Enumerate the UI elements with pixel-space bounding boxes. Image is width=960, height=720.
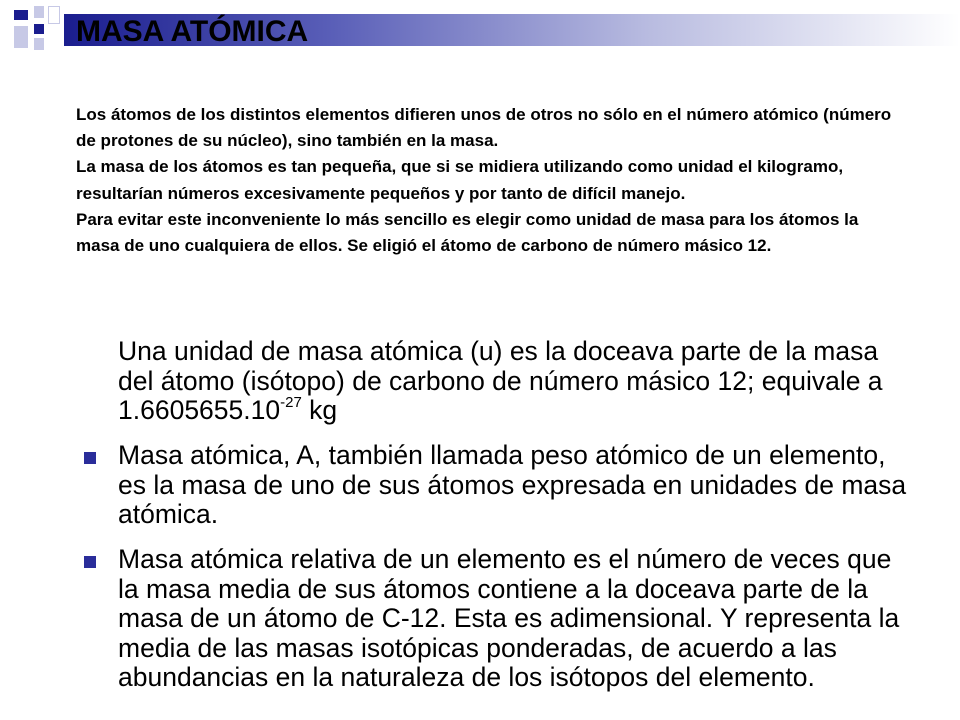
slide-title: MASA ATÓMICA — [76, 15, 309, 48]
exponent: -27 — [280, 394, 302, 411]
intro-paragraph: Para evitar este inconveniente lo más sencillo es elegir como unidad de masa para los átomos la masa de uno cualquiera de ellos. Se eligió el átomo de carbono de número másico 12. — [76, 209, 859, 256]
unit-text: kg — [301, 395, 338, 425]
decor-square-3 — [14, 26, 28, 48]
bullet-text: Masa atómica relativa de un elemento es el número de veces que la masa media de sus átomos contiene a la doceava parte de la masa de un átomo de C-12. Esta es adimensional. Y representa la media de las masas isotópicas ponderadas, de acuerdo a las abundancias en la naturaleza de los isótopos del elemento. — [118, 544, 900, 692]
decor-square-5 — [48, 6, 60, 24]
bullet-text: Una unidad de masa atómica (u) es la doceava parte de la masa del átomo (isótopo) de carbono de número másico 12; equivale a 1.6605655.10 — [118, 336, 883, 425]
decor-square-2 — [34, 6, 44, 18]
intro-paragraph: La masa de los átomos es tan pequeña, que si se midiera utilizando como unidad el kilogramo, resultarían números excesivamente pequeños y por tanto de difícil manejo. — [76, 157, 844, 203]
bullet-item-atomic-mass — [118, 441, 908, 530]
bullet-item-relative-atomic-mass — [118, 545, 908, 693]
intro-text — [76, 102, 896, 259]
intro-paragraph: Los átomos de los distintos elementos difieren unos de otros no sólo en el número atómico (número de protones de su núcleo), sino también en la masa. — [76, 105, 892, 151]
decor-square-6 — [34, 38, 44, 50]
square-bullet-icon — [84, 452, 96, 464]
bullet-item-atomic-mass-unit — [118, 337, 908, 426]
decor-square-4 — [34, 24, 44, 34]
square-bullet-icon — [84, 556, 96, 568]
bullet-text: Masa atómica, A, también llamada peso atómico de un elemento, es la masa de uno de sus átomos expresada en unidades de masa atómica. — [118, 440, 907, 529]
decor-square-1 — [14, 10, 28, 20]
